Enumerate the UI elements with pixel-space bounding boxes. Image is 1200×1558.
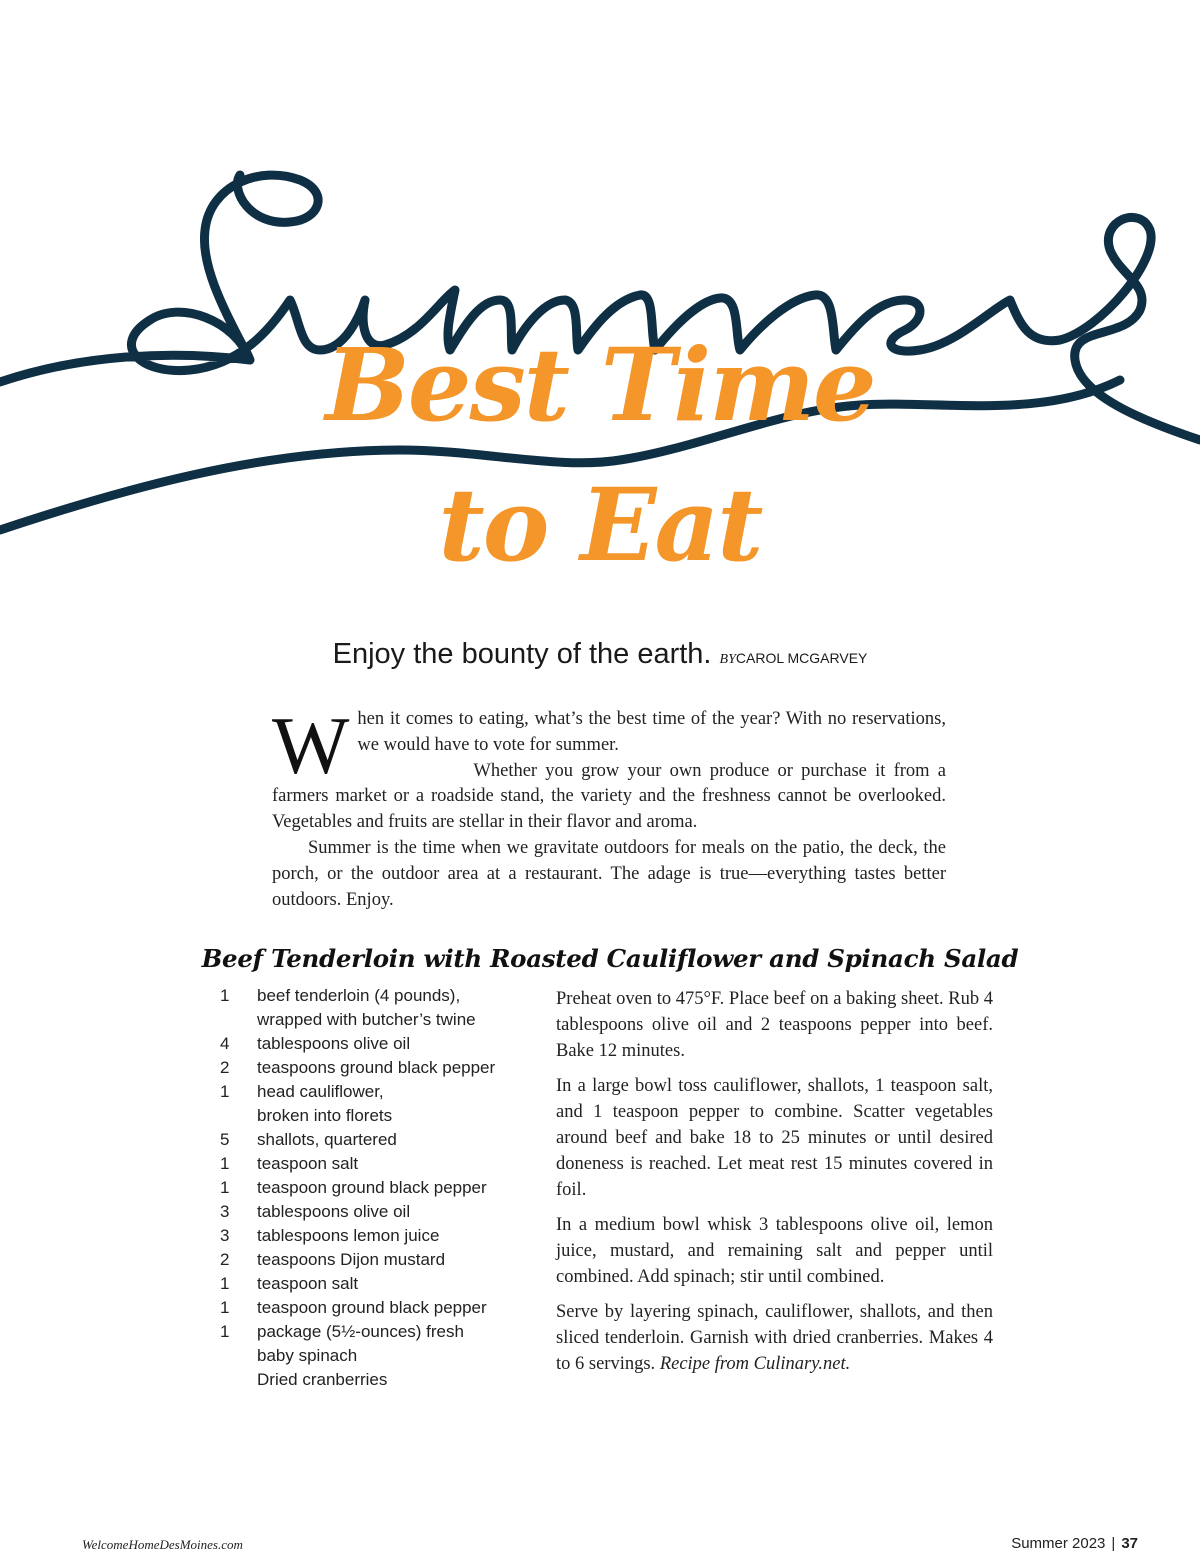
ingredient-item xyxy=(212,1200,542,1224)
ingredient-qty: 1 xyxy=(220,1274,230,1293)
ingredient-name: head cauliflower, broken into florets xyxy=(257,1082,393,1125)
recipe-title: Beef Tenderloin with Roasted Cauliflower and Spinach Salad xyxy=(201,944,1019,973)
ingredient-item xyxy=(212,1368,542,1392)
intro-text xyxy=(272,700,946,913)
ingredient-item xyxy=(212,1032,542,1056)
ingredient-name: tablespoons lemon juice xyxy=(257,1226,440,1245)
ingredient-qty: 1 xyxy=(220,1082,230,1101)
issue-label: Summer 2023 xyxy=(1011,1535,1106,1552)
ingredient-name: teaspoon ground black pepper xyxy=(257,1178,487,1197)
subheadline xyxy=(0,638,1200,671)
footer-website: WelcomeHomeDesMoines.com xyxy=(82,1537,243,1552)
footer-issue-info xyxy=(1011,1535,1138,1552)
ingredient-qty: 2 xyxy=(220,1250,230,1269)
byline-author: CAROL MCGARVEY xyxy=(735,650,868,666)
ingredient-item xyxy=(212,984,542,1032)
ingredient-qty: 4 xyxy=(220,1034,230,1053)
ingredient-qty: 1 xyxy=(220,1178,230,1197)
ingredient-name: tablespoons olive oil xyxy=(257,1034,411,1053)
ingredient-item xyxy=(212,1272,542,1296)
ingredient-item xyxy=(212,1128,542,1152)
ingredient-qty: 1 xyxy=(220,986,230,1005)
recipe-directions xyxy=(556,986,993,1386)
ingredient-name: teaspoons ground black pepper xyxy=(257,1058,496,1077)
ingredient-qty xyxy=(212,1368,257,1392)
ingredient-name: package (5½-ounces) fresh baby spinach xyxy=(257,1322,464,1365)
intro-paragraph-3: Summer is the time when we gravitate outdoors for meals on the patio, the deck, the porch, or the outdoor area at a restaurant. The adage is true—everything tastes better outdoors. Enjoy. xyxy=(272,837,946,910)
dek-text: Enjoy the bounty of the earth. xyxy=(332,638,712,670)
intro-paragraph-1 xyxy=(272,700,946,791)
ingredient-item xyxy=(212,1152,542,1176)
ingredient-name: teaspoon salt xyxy=(257,1274,359,1293)
ingredient-qty: 5 xyxy=(220,1130,230,1149)
direction-step: Preheat oven to 475°F. Place beef on a baking sheet. Rub 4 tablespoons olive oil and 2 teaspoons pepper into beef. Bake 12 minutes. xyxy=(556,989,993,1061)
recipe-credit: Recipe from Culinary.net. xyxy=(659,1354,851,1374)
direction-step: In a large bowl toss cauliflower, shallots, 1 teaspoon salt, and 1 teaspoon pepper to combine. Scatter vegetables around beef and bake 18 to 25 minutes or until desired doneness is reached. Let meat rest 15 minutes covered in foil. xyxy=(556,1076,993,1200)
ingredient-item xyxy=(212,1296,542,1320)
ingredient-item xyxy=(212,1080,542,1128)
ingredient-name: beef tenderloin (4 pounds), wrapped with butcher’s twine xyxy=(257,986,476,1029)
drop-cap: W xyxy=(272,700,350,791)
ingredient-name: teaspoons Dijon mustard xyxy=(257,1250,446,1269)
intro-paragraph-1-text: hen it comes to eating, what’s the best time of the year? With no reservations, we would have to vote for summer. xyxy=(357,709,946,755)
page-number: 37 xyxy=(1121,1535,1138,1552)
headline-line-2: to Eat xyxy=(438,466,762,584)
ingredient-item xyxy=(212,1056,542,1080)
ingredient-item xyxy=(212,1176,542,1200)
ingredient-name: shallots, quartered xyxy=(257,1130,397,1149)
ingredient-qty: 3 xyxy=(220,1226,230,1245)
ingredient-qty: 1 xyxy=(220,1322,230,1341)
final-step-text: Serve by layering spinach, cauliflower, shallots, and then sliced tenderloin. Garnish with dried cranberries. Makes 4 to 6 servings. xyxy=(556,1302,993,1374)
ingredient-qty: 1 xyxy=(220,1298,230,1317)
headline-line-1: Best Time xyxy=(325,326,875,444)
ingredient-list xyxy=(212,984,542,1392)
ingredient-item xyxy=(212,1320,542,1368)
ingredient-name: tablespoons olive oil xyxy=(257,1202,411,1221)
direction-step: In a medium bowl whisk 3 tablespoons olive oil, lemon juice, mustard, and remaining salt and pepper until combined. Add spinach; stir until combined. xyxy=(556,1215,993,1287)
direction-step-final xyxy=(556,1299,993,1377)
ingredient-item xyxy=(212,1248,542,1272)
intro-paragraph-2: Whether you grow your own produce or purchase it from a farmers market or a roadside stand, the variety and the freshness cannot be overlooked. Vegetables and fruits are stellar in their flavor and aroma. xyxy=(272,760,946,833)
ingredient-name: teaspoon salt xyxy=(257,1154,359,1173)
ingredient-name: Dried cranberries xyxy=(257,1370,388,1389)
ingredient-qty: 2 xyxy=(220,1058,230,1077)
ingredient-qty: 1 xyxy=(220,1154,230,1173)
ingredient-item xyxy=(212,1224,542,1248)
ingredient-qty: 3 xyxy=(220,1202,230,1221)
footer-separator: | xyxy=(1111,1535,1116,1552)
byline-prefix: BY xyxy=(719,652,736,667)
ingredient-name: teaspoon ground black pepper xyxy=(257,1298,487,1317)
